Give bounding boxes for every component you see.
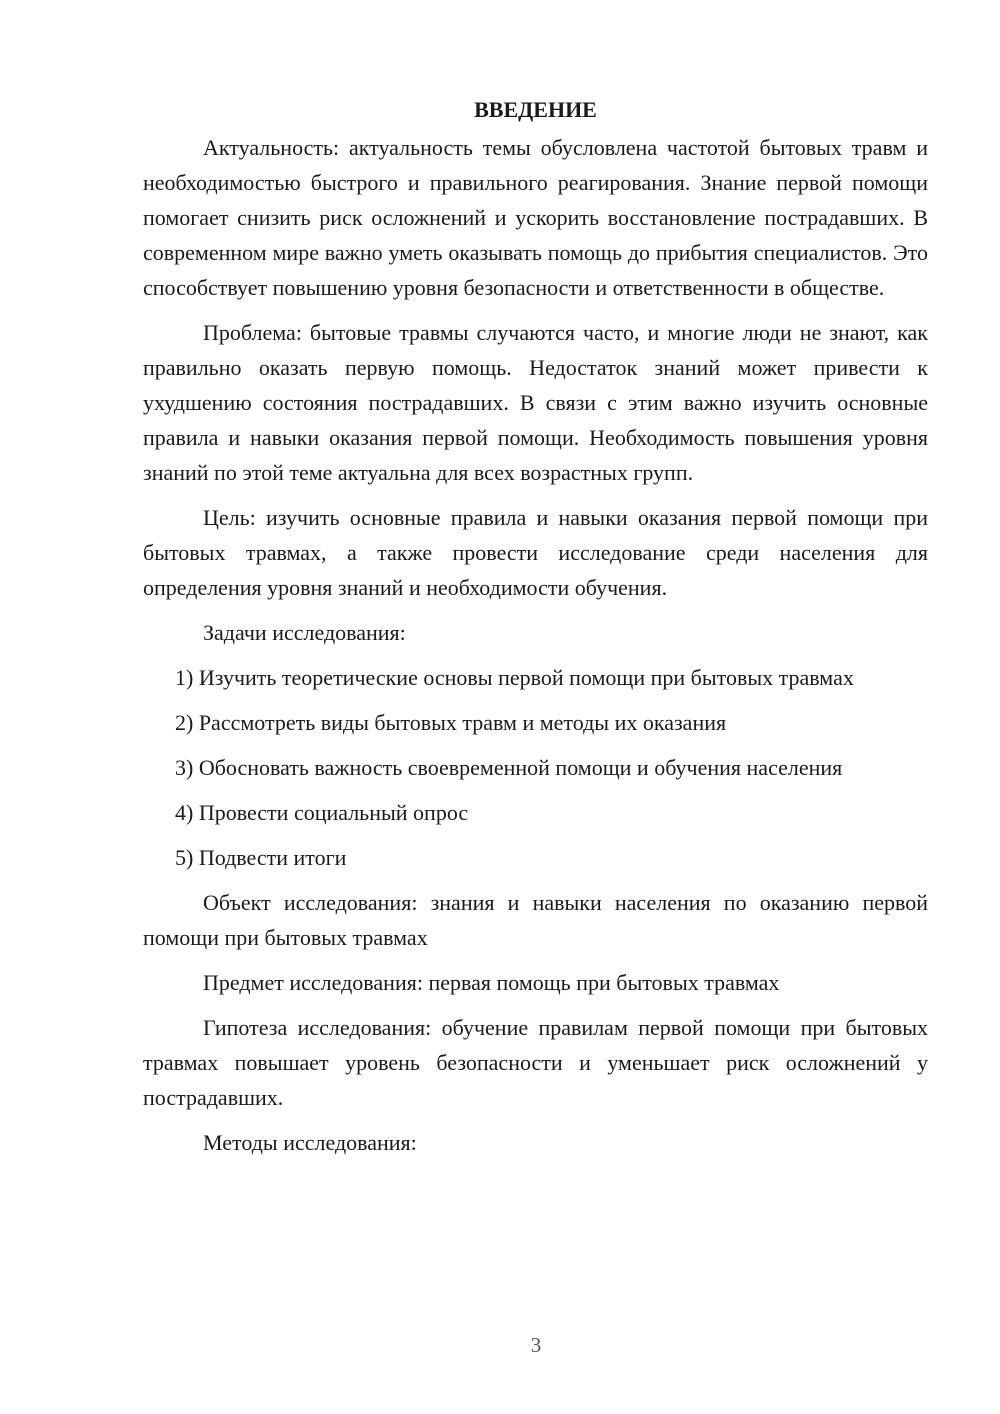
document-page xyxy=(143,92,928,1170)
relevance-paragraph: Актуальность: актуальность темы обусловлена частотой бытовых травм и необходимостью быстрого и правильного реагирования. Знание первой помощи помогает снизить риск осложнений и ускорить восстановление пострадавших. В современном мире важно уметь оказывать помощь до прибытия специалистов. Это способствует повышению уровня безопасности и ответственности в обществе. xyxy=(143,135,928,300)
task-item: 1) Изучить теоретические основы первой помощи при бытовых травмах xyxy=(175,665,854,690)
subject-paragraph: Предмет исследования: первая помощь при бытовых травмах xyxy=(203,970,780,995)
hypothesis-paragraph: Гипотеза исследования: обучение правилам первой помощи при бытовых травмах повышает уровень безопасности и уменьшает риск осложнений у пострадавших. xyxy=(143,1015,928,1110)
task-item: 4) Провести социальный опрос xyxy=(175,800,469,825)
methods-heading: Методы исследования: xyxy=(203,1130,417,1155)
object-paragraph: Объект исследования: знания и навыки населения по оказанию первой помощи при бытовых травмах xyxy=(143,890,928,950)
goal-paragraph: Цель: изучить основные правила и навыки оказания первой помощи при бытовых травмах, а также провести исследование среди населения для определения уровня знаний и необходимости обучения. xyxy=(143,505,928,600)
tasks-heading: Задачи исследования: xyxy=(203,620,406,645)
task-item: 5) Подвести итоги xyxy=(175,845,347,870)
section-title: ВВЕДЕНИЕ xyxy=(474,97,597,122)
task-item: 3) Обосновать важность своевременной помощи и обучения населения xyxy=(175,755,843,780)
problem-paragraph: Проблема: бытовые травмы случаются часто, и многие люди не знают, как правильно оказать первую помощь. Недостаток знаний может привести к ухудшению состояния пострадавших. В связи с этим важно изучить основные правила и навыки оказания первой помощи. Необходимость повышения уровня знаний по этой теме актуальна для всех возрастных групп. xyxy=(143,320,928,485)
page-number: 3 xyxy=(530,1333,542,1357)
task-item: 2) Рассмотреть виды бытовых травм и методы их оказания xyxy=(175,710,727,735)
